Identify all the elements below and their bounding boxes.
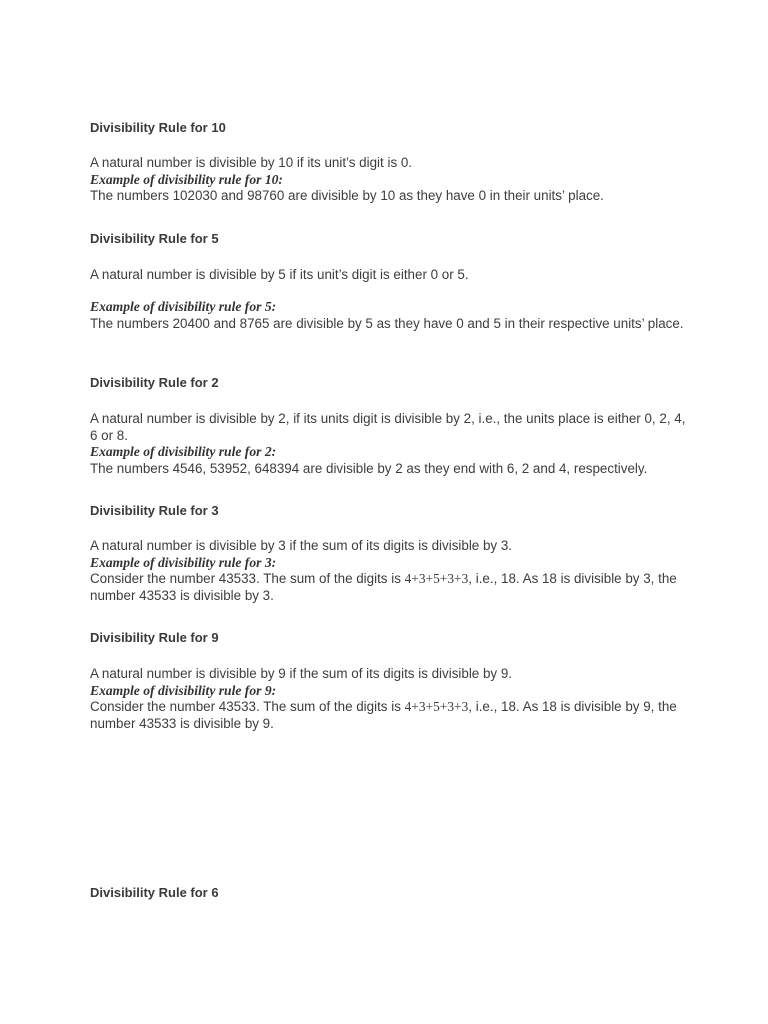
example-label: Example of divisibility rule for 9: [90, 682, 277, 698]
rule-text-9 [90, 666, 690, 732]
example-text-end: , i.e., 18. As 18 is divisible by 9, the number 43533 is divisible by 9. [90, 699, 677, 731]
digit-sum-expression: 4+3+5+3+3 [404, 699, 469, 714]
heading-rule-6: Divisibility Rule for 6 [90, 885, 219, 900]
rule-statement: A natural number is divisible by 9 if the sum of its digits is divisible by 9. [90, 666, 512, 681]
rule-text-5 [90, 267, 690, 284]
heading-rule-5: Divisibility Rule for 5 [90, 231, 219, 246]
rule-statement: A natural number is divisible by 5 if its unit’s digit is either 0 or 5. [90, 267, 469, 282]
rule-statement: A natural number is divisible by 3 if the sum of its digits is divisible by 3. [90, 538, 512, 553]
heading-rule-3: Divisibility Rule for 3 [90, 503, 219, 518]
rule-statement: A natural number is divisible by 10 if its unit’s digit is 0. [90, 155, 413, 170]
example-text: The numbers 20400 and 8765 are divisible by 5 as they have 0 and 5 in their respective units’ place. [90, 315, 684, 331]
heading-rule-10: Divisibility Rule for 10 [90, 120, 226, 135]
example-label: Example of divisibility rule for 2: [90, 444, 277, 459]
rule-text-10 [90, 155, 690, 205]
example-text-end: , i.e., 18. As 18 is divisible by 3, the number 43533 is divisible by 3. [90, 571, 677, 603]
example-text-start: Consider the number 43533. The sum of the digits is [90, 699, 405, 714]
example-text: The numbers 102030 and 98760 are divisible by 10 as they have 0 in their units’ place. [90, 188, 604, 203]
example-block-5 [90, 299, 690, 332]
digit-sum-expression: 4+3+5+3+3 [404, 571, 469, 586]
rule-statement: A natural number is divisible by 2, if its units digit is divisible by 2, i.e., the units place is either 0, 2, 4, 6 or 8. [90, 411, 686, 443]
example-text [90, 571, 690, 604]
example-text [90, 699, 690, 732]
rule-text-3 [90, 538, 690, 604]
rule-text-2 [90, 411, 690, 477]
heading-rule-9: Divisibility Rule for 9 [90, 630, 219, 645]
example-text: The numbers 4546, 53952, 648394 are divisible by 2 as they end with 6, 2 and 4, respectively. [90, 460, 648, 476]
heading-rule-2: Divisibility Rule for 2 [90, 375, 219, 390]
example-label: Example of divisibility rule for 10: [90, 171, 283, 187]
example-label: Example of divisibility rule for 3: [90, 554, 277, 570]
example-label: Example of divisibility rule for 5: [90, 299, 277, 314]
example-text-start: Consider the number 43533. The sum of the digits is [90, 571, 405, 586]
